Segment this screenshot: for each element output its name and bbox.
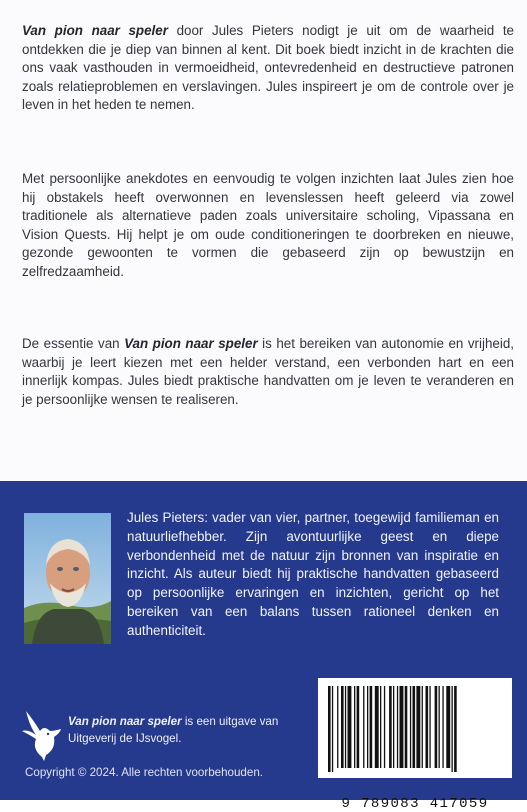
barcode-bar [375, 686, 379, 768]
barcode [318, 678, 512, 812]
barcode-bar [332, 686, 333, 772]
barcode-bar [389, 686, 392, 768]
publisher-book-title: Van pion naar speler [68, 715, 182, 728]
barcode-bar [442, 686, 443, 768]
barcode-bar [400, 686, 404, 768]
description-paragraph-2: Met persoonlijke anekdotes en eenvoudig te volgen inzichten laat Jules zien hoe hij obstakels heeft overwonnen en levenslessen heeft geleerd via zowel traditionele als alternatieve paden zoals universitaire scholing, Vipassana en Vision Quests. Hij helpt je om oude conditioneringen te doorbreken en nieuwe, gezonde gewoonten te vormen die gebaseerd zijn op bewustzijn en zelfredzaamheid. [22, 171, 514, 279]
barcode-bar [413, 686, 416, 768]
description-paragraph-3-text: is het bereiken van autonomie en vrijheid, waarbij je leert kiezen met een helder verstand, een verbonden hart en een innerlijk kompas. Jules biedt praktische handvatten om je leven te veranderen en je persoonlijke wensen te realiseren. [22, 336, 514, 407]
isbn-number: 9 789083 417059 [341, 796, 489, 812]
publisher-note [68, 713, 314, 747]
barcode-bar [410, 686, 411, 768]
barcode-bar [422, 686, 423, 768]
barcode-bar [416, 686, 420, 768]
kingfisher-logo-icon [20, 709, 62, 763]
barcode-bar [341, 686, 344, 768]
author-bio: Jules Pieters: vader van vier, partner, toegewijd familieman en natuurliefhebber. Zijn avontuurlijke geest en diepe verbondenheid met de natuur zijn bronnen van inspiratie en inzicht. Als auteur biedt hij praktische handvatten gebaseerd op persoonlijke ervaringen en inzichten, gericht op het bereiken van een balans tussen rationeel denken en authenticiteit. [127, 510, 499, 638]
barcode-bar [454, 686, 457, 772]
barcode-bar [370, 686, 373, 768]
barcode-bar [384, 686, 385, 768]
description-paragraph-3-lead: De essentie van [22, 336, 125, 351]
book-title-emphasis: Van pion naar speler [124, 336, 258, 351]
publisher-text-line-2: Uitgeverij de IJsvogel. [68, 732, 182, 745]
barcode-bar [328, 686, 331, 772]
publisher-text-line-1: is een uitgave van [181, 715, 279, 728]
barcode-bar [452, 686, 453, 772]
barcode-bar [393, 686, 394, 768]
barcode-bar [446, 686, 450, 768]
author-photo [24, 513, 111, 644]
book-title-emphasis: Van pion naar speler [22, 23, 168, 38]
barcode-bar [397, 686, 398, 768]
barcode-bar [380, 686, 381, 768]
barcode-bar [348, 686, 352, 768]
barcode-bars [326, 686, 504, 772]
barcode-bar [337, 686, 338, 768]
barcode-bar [363, 686, 364, 768]
author-section [0, 481, 527, 812]
barcode-bar [429, 686, 430, 768]
barcode-bar [439, 686, 440, 768]
description-paragraph-3 [22, 335, 514, 409]
barcode-bar [435, 686, 438, 768]
barcode-bar [367, 686, 368, 768]
copyright-notice: Copyright © 2024. Alle rechten voorbehouden. [25, 766, 263, 779]
description-paragraph-1-text: door Jules Pieters nodigt je uit om de waarheid te ontdekken die je diep van binnen al kent. Dit boek biedt inzicht in de krachten die ons vaak vasthouden in vermoeidheid, ontevredenheid en destructieve patronen zoals relatieproblemen en verslavingen. Jules inspireert je om de controle over je leven in het heden te nemen. [22, 23, 514, 113]
barcode-bar [345, 686, 346, 768]
barcode-bar [354, 686, 355, 768]
description-paragraph-1 [22, 22, 514, 115]
barcode-bar [405, 686, 408, 768]
barcode-bar [426, 686, 429, 768]
barcode-bar [357, 686, 360, 768]
